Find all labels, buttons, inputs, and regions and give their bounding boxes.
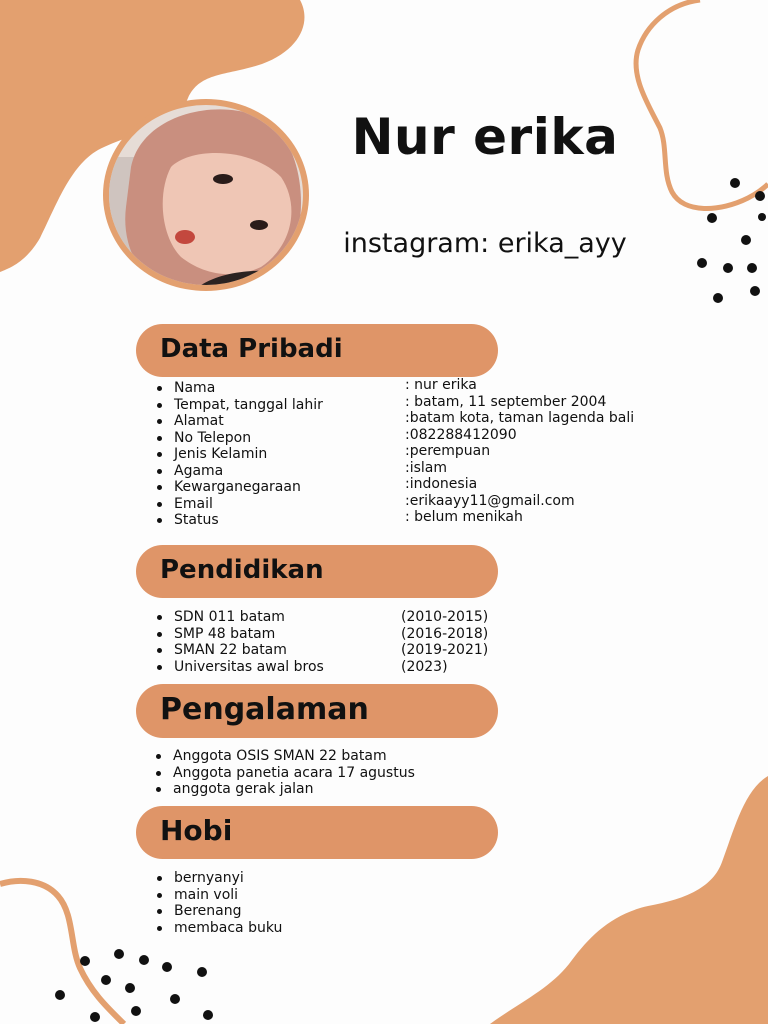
field-value: :082288412090	[405, 426, 517, 443]
section-header-hobi	[136, 806, 498, 859]
year-range: (2010-2015)	[401, 609, 489, 625]
profile-photo	[101, 97, 311, 293]
section-header-pendidikan	[136, 545, 498, 598]
section-title: Pendidikan	[160, 555, 324, 585]
field-value: :islam	[405, 459, 448, 476]
instagram-handle: instagram: erika_ayy	[343, 228, 627, 259]
list-item: bernyanyi	[157, 870, 282, 887]
section-header-data-pribadi	[136, 324, 498, 377]
bottom-left-outline	[0, 881, 124, 1024]
field-value: :batam kota, taman lagenda bali	[405, 410, 635, 426]
list-item: Email	[157, 496, 323, 513]
top-right-outline	[636, 0, 768, 209]
field-value: :indonesia	[405, 476, 478, 492]
section-title: Hobi	[160, 814, 233, 847]
field-value: :perempuan	[405, 443, 491, 459]
section-header-pengalaman	[136, 684, 498, 738]
year-range: (2016-2018)	[401, 625, 489, 642]
pendidikan-list	[157, 609, 324, 675]
field-value: : nur erika	[405, 377, 477, 393]
list-item: Anggota OSIS SMAN 22 batam	[156, 748, 415, 765]
top-right-dots	[697, 178, 766, 303]
list-item: SMAN 22 batam	[157, 642, 324, 659]
bottom-right-blob	[490, 776, 768, 1024]
list-item: Berenang	[157, 903, 282, 920]
list-item: Kewarganegaraan	[157, 479, 323, 496]
profile-name: Nur erika	[351, 108, 619, 166]
list-item: membaca buku	[157, 920, 282, 937]
section-title: Pengalaman	[160, 692, 369, 727]
list-item: SDN 011 batam	[157, 609, 324, 626]
year-range: (2019-2021)	[401, 642, 489, 658]
list-item: Tempat, tanggal lahir	[157, 397, 323, 414]
pendidikan-years	[401, 609, 488, 675]
list-item: Universitas awal bros	[157, 659, 324, 676]
list-item: SMP 48 batam	[157, 626, 324, 643]
field-value: : batam, 11 september 2004	[405, 393, 607, 410]
section-title: Data Pribadi	[160, 334, 343, 364]
list-item: Agama	[157, 463, 323, 480]
list-item: main voli	[157, 887, 282, 904]
data-pribadi-list	[157, 380, 323, 529]
list-item: anggota gerak jalan	[156, 781, 415, 798]
year-range: (2023)	[401, 658, 448, 675]
field-value: :erikaayy11@gmail.com	[405, 492, 575, 509]
data-pribadi-values	[405, 377, 634, 526]
field-value: : belum menikah	[405, 509, 523, 525]
list-item: Nama	[157, 380, 323, 397]
list-item: Jenis Kelamin	[157, 446, 323, 463]
pengalaman-list	[156, 748, 415, 798]
list-item: Status	[157, 512, 323, 529]
list-item: Anggota panetia acara 17 agustus	[156, 765, 415, 782]
list-item: Alamat	[157, 413, 323, 430]
list-item: No Telepon	[157, 430, 323, 447]
hobi-list	[157, 870, 282, 936]
